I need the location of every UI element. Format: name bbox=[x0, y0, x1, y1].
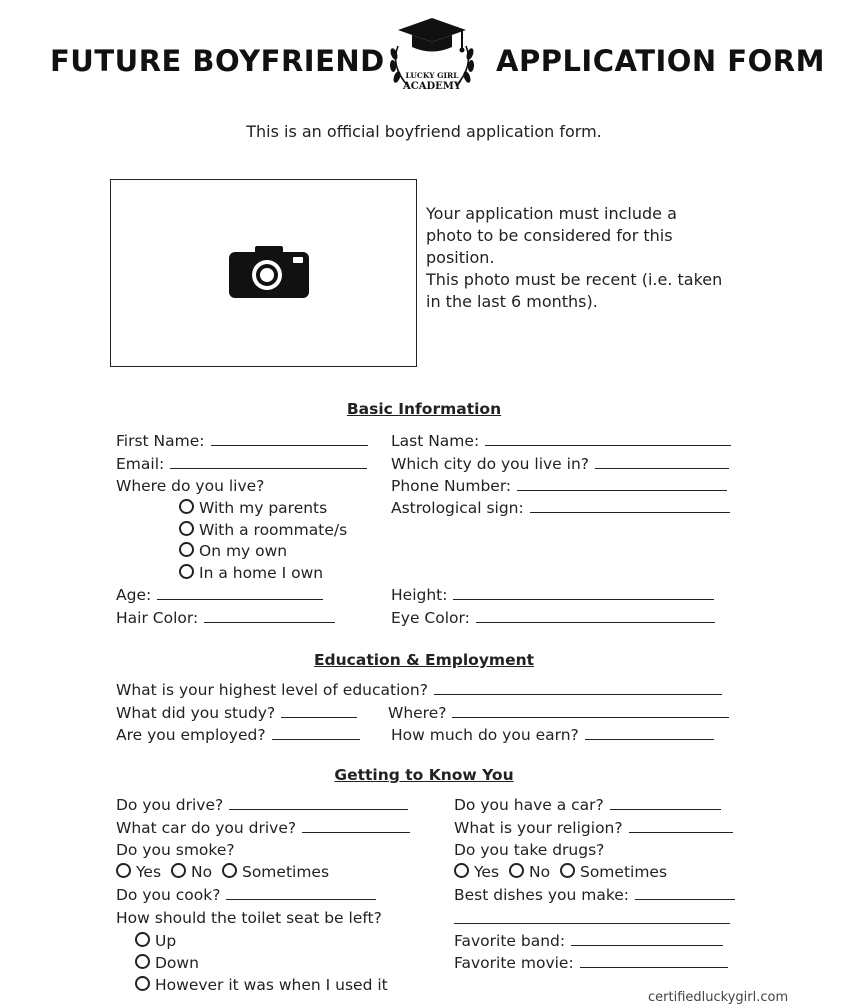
toilet-option-label: Up bbox=[155, 932, 177, 950]
where-study-line[interactable] bbox=[452, 703, 729, 718]
movie-line[interactable] bbox=[580, 953, 728, 968]
camera-icon bbox=[229, 246, 309, 298]
dishes-label: Best dishes you make: bbox=[454, 886, 630, 904]
earn-line[interactable] bbox=[585, 725, 714, 740]
height-line[interactable] bbox=[453, 585, 714, 600]
band-line[interactable] bbox=[571, 931, 723, 946]
photo-text-line: photo to be considered for this bbox=[426, 226, 673, 245]
photo-upload-box[interactable] bbox=[110, 179, 417, 367]
earn-field[interactable] bbox=[391, 725, 714, 745]
city-field[interactable] bbox=[391, 454, 729, 474]
study-field[interactable] bbox=[116, 703, 357, 723]
last-name-label: Last Name: bbox=[391, 432, 480, 450]
radio-circle-icon[interactable] bbox=[560, 863, 575, 878]
city-line[interactable] bbox=[595, 454, 729, 469]
lucky-girl-academy-logo bbox=[384, 14, 480, 98]
car-line[interactable] bbox=[302, 818, 410, 833]
band-field[interactable] bbox=[454, 931, 723, 951]
smoke-options bbox=[116, 862, 334, 882]
where-live-label: Where do you live? bbox=[116, 477, 265, 495]
study-line[interactable] bbox=[281, 703, 357, 718]
phone-label: Phone Number: bbox=[391, 477, 512, 495]
last-name-field[interactable] bbox=[391, 431, 731, 451]
last-name-line[interactable] bbox=[485, 431, 731, 446]
religion-field[interactable] bbox=[454, 818, 733, 838]
radio-circle-icon[interactable] bbox=[116, 863, 131, 878]
cook-field[interactable] bbox=[116, 885, 376, 905]
photo-text-line: in the last 6 months). bbox=[426, 292, 598, 311]
toilet-seat-label: How should the toilet seat be left? bbox=[116, 909, 382, 927]
first-name-line[interactable] bbox=[211, 431, 368, 446]
study-label: What did you study? bbox=[116, 704, 276, 722]
email-line[interactable] bbox=[170, 454, 367, 469]
live-option-label: In a home I own bbox=[199, 564, 324, 582]
eye-color-line[interactable] bbox=[476, 608, 715, 623]
toilet-option-down[interactable] bbox=[135, 953, 199, 973]
earn-label: How much do you earn? bbox=[391, 726, 579, 744]
movie-label: Favorite movie: bbox=[454, 954, 574, 972]
drugs-label: Do you take drugs? bbox=[454, 841, 605, 859]
toilet-option-up[interactable] bbox=[135, 931, 176, 951]
radio-circle-icon[interactable] bbox=[222, 863, 237, 878]
smoke-option-yes[interactable]: Yes bbox=[136, 863, 162, 881]
eye-color-label: Eye Color: bbox=[391, 609, 470, 627]
cook-line[interactable] bbox=[226, 885, 376, 900]
smoke-label: Do you smoke? bbox=[116, 841, 235, 859]
radio-circle-icon[interactable] bbox=[179, 521, 194, 536]
car-label: What car do you drive? bbox=[116, 819, 297, 837]
radio-circle-icon[interactable] bbox=[179, 499, 194, 514]
toilet-option-label: Down bbox=[155, 954, 199, 972]
where-study-field[interactable] bbox=[388, 703, 729, 723]
age-line[interactable] bbox=[157, 585, 323, 600]
height-field[interactable] bbox=[391, 585, 714, 605]
city-label: Which city do you live in? bbox=[391, 455, 589, 473]
car-field[interactable] bbox=[116, 818, 410, 838]
radio-circle-icon[interactable] bbox=[171, 863, 186, 878]
title-right: APPLICATION FORM bbox=[496, 44, 825, 78]
smoke-option-no[interactable]: No bbox=[190, 863, 213, 881]
radio-circle-icon[interactable] bbox=[135, 932, 150, 947]
dishes-field[interactable] bbox=[454, 885, 735, 905]
photo-text-line: This photo must be recent (i.e. taken bbox=[426, 270, 723, 289]
drugs-option-no[interactable]: No bbox=[528, 863, 551, 881]
section-education-employment: Education & Employment bbox=[313, 651, 535, 669]
first-name-label: First Name: bbox=[116, 432, 205, 450]
cook-label: Do you cook? bbox=[116, 886, 221, 904]
phone-field[interactable] bbox=[391, 476, 727, 496]
band-label: Favorite band: bbox=[454, 932, 566, 950]
radio-circle-icon[interactable] bbox=[454, 863, 469, 878]
astro-field[interactable] bbox=[391, 498, 730, 518]
age-field[interactable] bbox=[116, 585, 323, 605]
astro-line[interactable] bbox=[530, 498, 730, 513]
phone-line[interactable] bbox=[517, 476, 727, 491]
live-option-home[interactable] bbox=[179, 563, 323, 583]
logo-text-academy: ACADEMY bbox=[403, 81, 461, 92]
education-level-field[interactable] bbox=[116, 680, 722, 700]
hair-color-label: Hair Color: bbox=[116, 609, 199, 627]
smoke-option-sometimes[interactable]: Sometimes bbox=[241, 863, 330, 881]
first-name-field[interactable] bbox=[116, 431, 368, 451]
religion-label: What is your religion? bbox=[454, 819, 623, 837]
live-option-roommate[interactable] bbox=[179, 520, 347, 540]
eye-color-field[interactable] bbox=[391, 608, 715, 628]
radio-circle-icon[interactable] bbox=[509, 863, 524, 878]
drive-field[interactable] bbox=[116, 795, 408, 815]
have-car-field[interactable] bbox=[454, 795, 721, 815]
radio-circle-icon[interactable] bbox=[135, 976, 150, 991]
live-option-parents[interactable] bbox=[179, 498, 327, 518]
toilet-option-label: However it was when I used it bbox=[155, 976, 388, 994]
logo-text-lucky-girl: LUCKY GIRL bbox=[405, 71, 459, 80]
where-study-label: Where? bbox=[388, 704, 447, 722]
title-left: FUTURE BOYFRIEND bbox=[50, 44, 385, 78]
drive-line[interactable] bbox=[229, 795, 408, 810]
dishes-extra-line[interactable] bbox=[454, 923, 730, 924]
employed-field[interactable] bbox=[116, 725, 360, 745]
live-option-label: With my parents bbox=[199, 499, 328, 517]
radio-circle-icon[interactable] bbox=[179, 564, 194, 579]
radio-circle-icon[interactable] bbox=[135, 954, 150, 969]
have-car-line[interactable] bbox=[610, 795, 721, 810]
employed-line[interactable] bbox=[272, 725, 360, 740]
hair-color-line[interactable] bbox=[204, 608, 335, 623]
email-field[interactable] bbox=[116, 454, 367, 474]
live-option-own[interactable] bbox=[179, 541, 287, 561]
footer-url: certifiedluckygirl.com bbox=[648, 990, 789, 1005]
astro-label: Astrological sign: bbox=[391, 499, 524, 517]
have-car-label: Do you have a car? bbox=[454, 796, 604, 814]
drugs-option-sometimes[interactable]: Sometimes bbox=[579, 863, 668, 881]
drugs-option-yes[interactable]: Yes bbox=[474, 863, 500, 881]
form-subtitle: This is an official boyfriend application form. bbox=[246, 122, 602, 141]
live-option-label: On my own bbox=[199, 542, 288, 560]
movie-field[interactable] bbox=[454, 953, 728, 973]
religion-line[interactable] bbox=[629, 818, 733, 833]
radio-circle-icon[interactable] bbox=[179, 542, 194, 557]
dishes-line[interactable] bbox=[635, 885, 735, 900]
drugs-options bbox=[454, 862, 672, 882]
section-getting-to-know-you: Getting to Know You bbox=[334, 766, 514, 784]
email-label: Email: bbox=[116, 455, 165, 473]
photo-text-line: Your application must include a bbox=[426, 204, 677, 223]
height-label: Height: bbox=[391, 586, 448, 604]
photo-instructions bbox=[426, 203, 746, 313]
education-level-line[interactable] bbox=[434, 680, 722, 695]
employed-label: Are you employed? bbox=[116, 726, 266, 744]
photo-text-line: position. bbox=[426, 248, 495, 267]
live-option-label: With a roommate/s bbox=[199, 521, 348, 539]
age-label: Age: bbox=[116, 586, 152, 604]
section-basic-information: Basic Information bbox=[346, 400, 502, 418]
drive-label: Do you drive? bbox=[116, 796, 224, 814]
education-level-label: What is your highest level of education? bbox=[116, 681, 428, 699]
toilet-option-however[interactable] bbox=[135, 975, 388, 995]
hair-color-field[interactable] bbox=[116, 608, 335, 628]
